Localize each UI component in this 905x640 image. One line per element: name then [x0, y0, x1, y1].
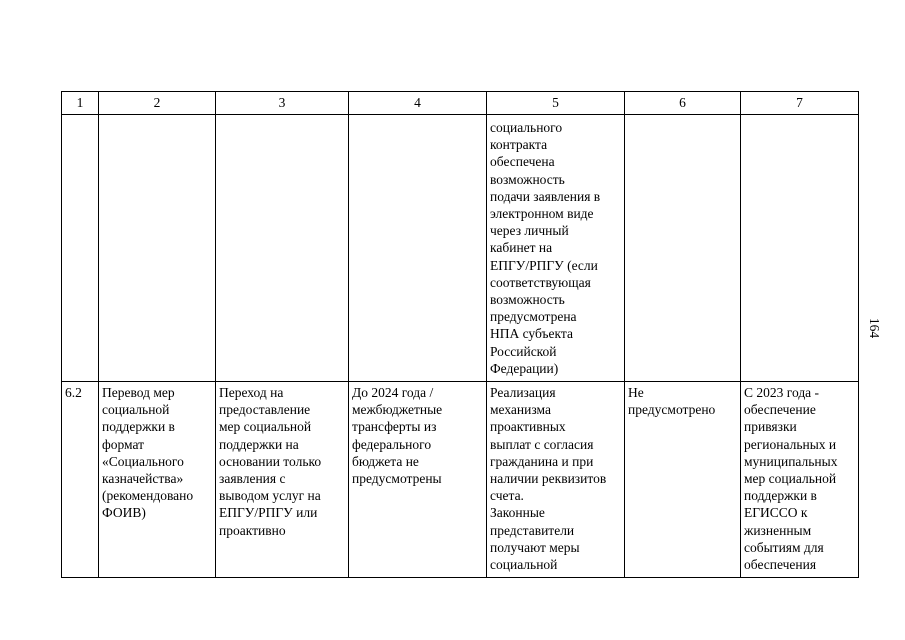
table-cell: Реализация механизма проактивных выплат с согласия гражданина и при наличии реквизитов счета. Законные представители получают меры социальной	[487, 382, 625, 578]
header-cell-6: 6	[625, 92, 741, 115]
table-cell	[99, 115, 216, 382]
header-cell-5: 5	[487, 92, 625, 115]
header-cell-1: 1	[62, 92, 99, 115]
table-cell	[741, 115, 859, 382]
page-number: 164	[867, 317, 882, 339]
table-cell: Переход на предоставление мер социальной поддержки на основании только заявления с выводом услуг на ЕПГУ/РПГУ или проактивно	[216, 382, 349, 578]
header-cell-4: 4	[349, 92, 487, 115]
header-cell-3: 3	[216, 92, 349, 115]
header-cell-7: 7	[741, 92, 859, 115]
item-number-cell: 6.2	[62, 382, 99, 578]
table-cell: Не предусмотрено	[625, 382, 741, 578]
table-row-continuation	[62, 115, 859, 382]
document-table	[61, 91, 859, 578]
table-cell: До 2024 года / межбюджетные трансферты из федерального бюджета не предусмотрены	[349, 382, 487, 578]
table-cell	[62, 115, 99, 382]
table-header-row	[62, 92, 859, 115]
table-cell	[216, 115, 349, 382]
table-cell: С 2023 года - обеспечение привязки региональных и муниципальных мер социальной поддержки в ЕГИССО к жизненным событиям для обеспечения	[741, 382, 859, 578]
table-cell	[625, 115, 741, 382]
table-cell: социального контракта обеспечена возможность подачи заявления в электронном виде через личный кабинет на ЕПГУ/РПГУ (если соответствующая возможность предусмотрена НПА субъекта Российской Федерации)	[487, 115, 625, 382]
table-row-6-2	[62, 382, 859, 578]
table-cell	[349, 115, 487, 382]
table-cell: Перевод мер социальной поддержки в формат «Социального казначейства» (рекомендовано ФОИВ)	[99, 382, 216, 578]
header-cell-2: 2	[99, 92, 216, 115]
